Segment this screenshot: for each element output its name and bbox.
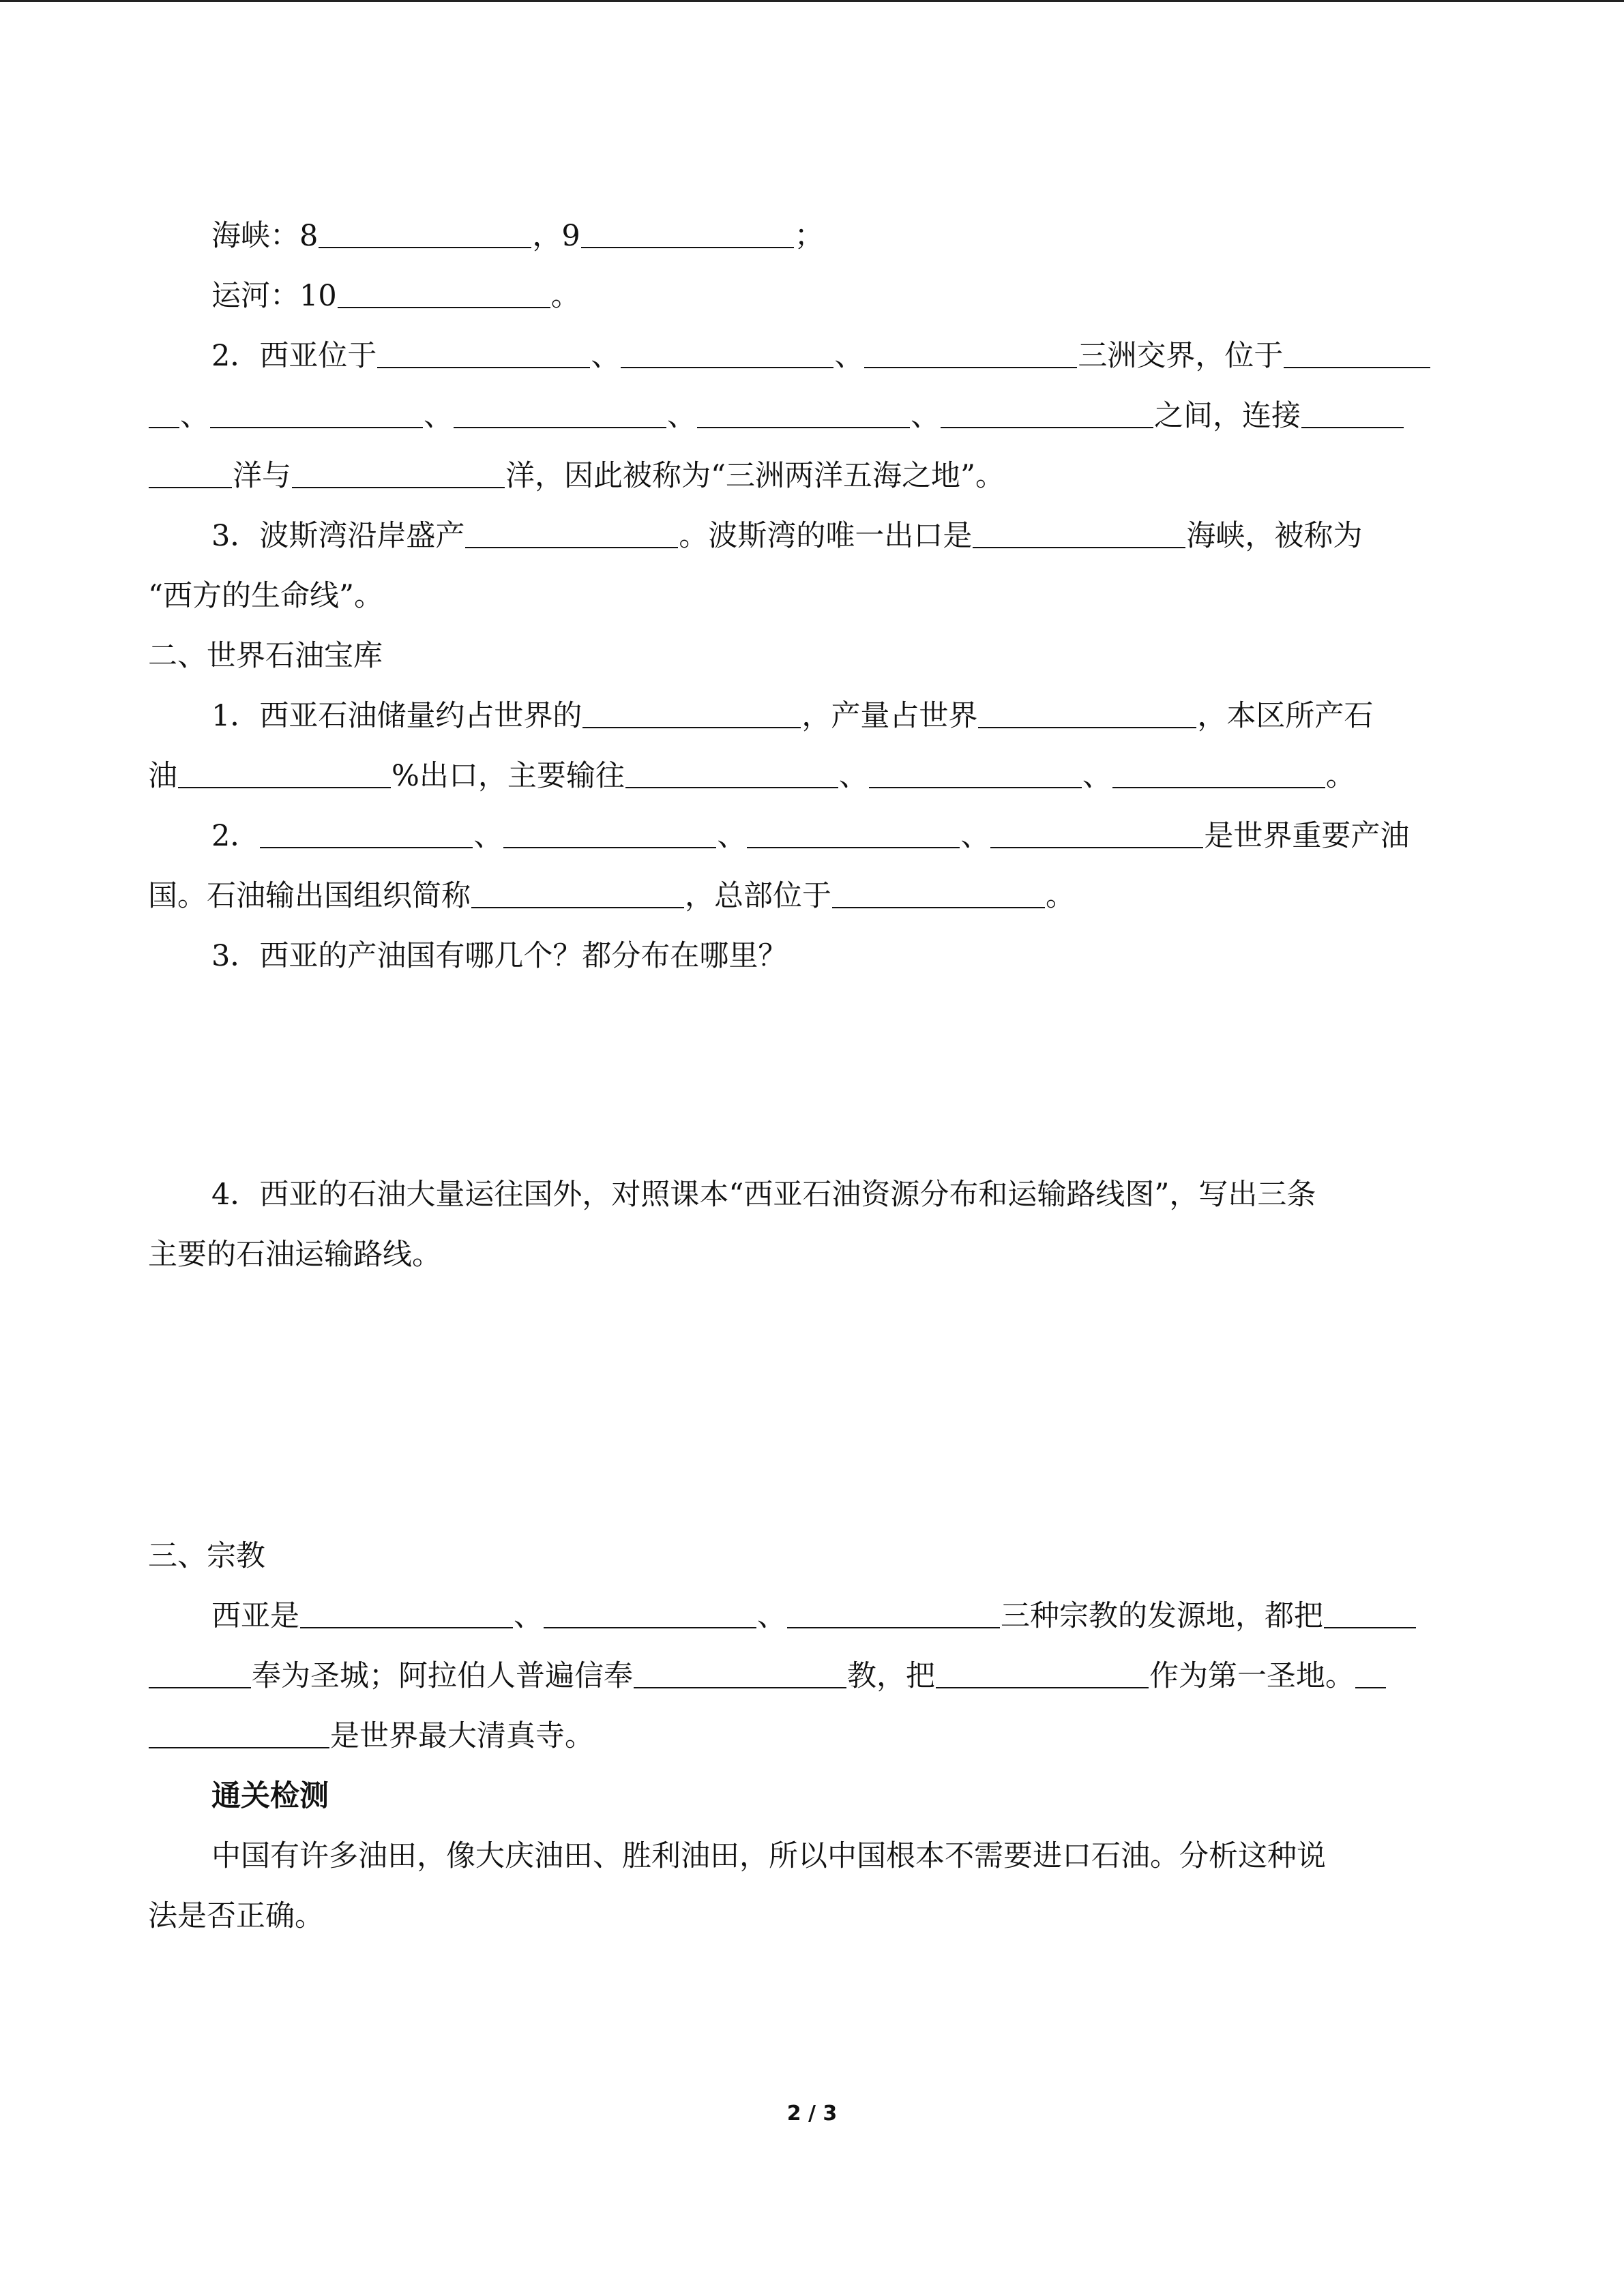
religion-line2	[148, 1656, 1475, 1697]
answer-blank[interactable]	[1301, 398, 1404, 428]
straits-number-9: 9	[561, 219, 580, 253]
question-text: 国。石油输出国组织简称	[148, 879, 471, 913]
question-text: 洋与	[233, 459, 291, 493]
question-text: 三种宗教的发源地，都把	[1001, 1599, 1323, 1633]
question-text: ，本区所产石	[1197, 699, 1374, 733]
answer-blank[interactable]	[1112, 758, 1325, 788]
answer-blank[interactable]	[149, 1718, 329, 1748]
separator: 、	[757, 1599, 786, 1633]
answer-blank[interactable]	[149, 398, 179, 428]
answer-blank[interactable]	[1355, 1658, 1386, 1688]
canal-number-10: 10	[299, 279, 337, 313]
answer-blank[interactable]	[634, 1658, 846, 1688]
comma: ，	[532, 219, 562, 253]
answer-blank[interactable]	[544, 1598, 756, 1628]
answer-blank[interactable]	[260, 818, 473, 848]
question-text: 洋，因此被称为“三洲两洋五海之地”。	[505, 459, 1005, 493]
answer-blank[interactable]	[787, 1598, 1000, 1628]
answer-blank[interactable]	[978, 698, 1196, 728]
question-s1-2-line2	[148, 396, 1475, 436]
period: 。	[1046, 879, 1075, 913]
answer-blank[interactable]	[973, 518, 1185, 548]
religion-line1	[211, 1596, 1475, 1637]
question-text: 奉为圣城；阿拉伯人普遍信奉	[252, 1659, 633, 1693]
question-text: 是世界重要产油	[1204, 819, 1410, 853]
question-text: ，产量占世界	[801, 699, 978, 733]
question-s2-3: 3．西亚的产油国有哪几个？都分布在哪里？	[211, 939, 788, 973]
page-number: 2 / 3	[786, 2102, 838, 2126]
canal-label: 运河：	[211, 279, 299, 313]
separator: 、	[667, 399, 696, 433]
religion-line3	[148, 1716, 1475, 1757]
question-text: 。波斯湾的唯一出口是	[679, 519, 973, 553]
separator: 、	[838, 759, 868, 793]
separator: 、	[424, 399, 453, 433]
straits-label: 海峡：	[211, 219, 299, 253]
answer-blank[interactable]	[582, 698, 801, 728]
section-heading-oil: 二、世界石油宝库	[148, 639, 383, 673]
answer-blank[interactable]	[471, 878, 684, 908]
semicolon: ；	[794, 219, 824, 253]
answer-blank[interactable]	[1324, 1598, 1416, 1628]
question-text: 海峡，被称为	[1186, 519, 1363, 553]
separator: 、	[834, 339, 864, 373]
straits-number-8: 8	[299, 219, 319, 253]
question-s2-2-line2	[148, 876, 1475, 916]
canal-line	[211, 275, 1475, 316]
question-s2-1-line2	[148, 756, 1475, 796]
answer-blank[interactable]	[832, 878, 1045, 908]
question-text: 2．西亚位于	[211, 339, 377, 373]
question-text: 三洲交界，位于	[1078, 339, 1284, 373]
answer-blank[interactable]	[864, 338, 1077, 368]
separator: 、	[1082, 759, 1112, 793]
answer-blank[interactable]	[300, 1598, 513, 1628]
question-s2-4-line2: 主要的石油运输路线。	[148, 1238, 441, 1272]
answer-blank[interactable]	[178, 758, 391, 788]
question-text: 2．	[211, 819, 260, 853]
question-s1-3-line2: “西方的生命线”。	[148, 579, 383, 613]
answer-blank[interactable]	[621, 338, 833, 368]
check-heading: 通关检测	[211, 1779, 329, 1813]
answer-blank[interactable]	[697, 398, 910, 428]
answer-blank[interactable]	[869, 758, 1082, 788]
separator: 、	[180, 399, 209, 433]
answer-blank[interactable]	[377, 338, 590, 368]
answer-blank[interactable]	[1284, 338, 1430, 368]
question-s2-2-line1	[211, 816, 1475, 856]
question-text: 之间，连接	[1154, 399, 1301, 433]
answer-blank[interactable]	[149, 458, 232, 488]
question-text: 教，把	[847, 1659, 935, 1693]
answer-blank[interactable]	[503, 818, 716, 848]
answer-blank[interactable]	[454, 398, 666, 428]
answer-blank[interactable]	[210, 398, 423, 428]
question-text: ，总部位于	[685, 879, 831, 913]
separator: 、	[911, 399, 940, 433]
answer-blank[interactable]	[747, 818, 960, 848]
question-text: %出口，主要输往	[392, 759, 625, 793]
check-question-line1: 中国有许多油田，像大庆油田、胜利油田，所以中国根本不需要进口石油。分析这种说	[211, 1839, 1326, 1873]
section-heading-religion: 三、宗教	[148, 1539, 265, 1573]
question-s1-2-line3	[148, 456, 1475, 496]
period: 。	[550, 279, 580, 313]
answer-blank[interactable]	[292, 458, 505, 488]
separator: 、	[717, 819, 747, 853]
answer-blank[interactable]	[581, 218, 794, 248]
question-text: 西亚是	[211, 1599, 299, 1633]
check-question-line2: 法是否正确。	[148, 1899, 324, 1933]
answer-blank[interactable]	[936, 1658, 1149, 1688]
question-s2-1-line1	[211, 696, 1475, 736]
answer-blank[interactable]	[625, 758, 838, 788]
question-s1-3-line1	[211, 516, 1475, 556]
answer-blank[interactable]	[338, 278, 550, 308]
top-border-line	[0, 0, 1624, 2]
question-text: 油	[148, 759, 177, 793]
separator: 、	[960, 819, 990, 853]
question-s1-2-line1	[211, 336, 1475, 376]
answer-blank[interactable]	[941, 398, 1153, 428]
question-s2-4-line1: 4．西亚的石油大量运往国外，对照课本“西亚石油资源分布和运输路线图”，写出三条	[211, 1178, 1316, 1212]
separator: 、	[591, 339, 621, 373]
period: 。	[1325, 759, 1355, 793]
straits-line	[211, 215, 1475, 256]
answer-blank[interactable]	[990, 818, 1203, 848]
question-text: 1．西亚石油储量约占世界的	[211, 699, 582, 733]
answer-blank[interactable]	[319, 218, 531, 248]
separator: 、	[473, 819, 503, 853]
answer-blank[interactable]	[465, 518, 678, 548]
answer-blank[interactable]	[149, 1658, 251, 1688]
question-text: 3．波斯湾沿岸盛产	[211, 519, 465, 553]
separator: 、	[514, 1599, 543, 1633]
question-text: 是世界最大清真寺。	[330, 1719, 594, 1753]
question-text: 作为第一圣地。	[1149, 1659, 1355, 1693]
